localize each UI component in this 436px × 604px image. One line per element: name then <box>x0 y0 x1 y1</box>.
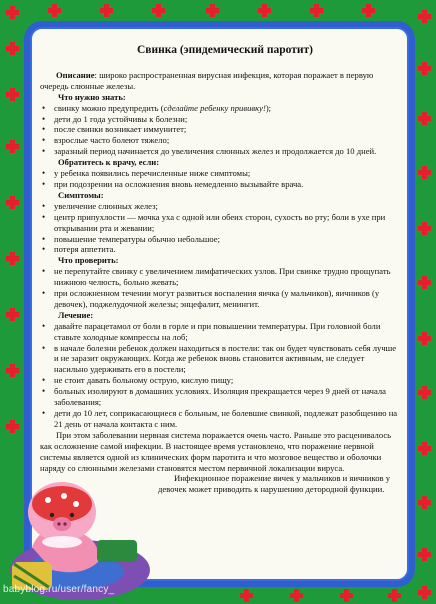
red-cross-icon <box>206 4 219 17</box>
treatment-list <box>40 321 400 430</box>
list-item: • при осложненном течении могут развиться воспаления яичка (у мальчиков), яичников (у девочек), поджелудочной железы; энцефалит, менингит. <box>40 288 400 310</box>
red-cross-icon <box>388 589 401 602</box>
red-cross-icon <box>418 62 431 75</box>
red-cross-icon <box>418 222 431 235</box>
red-cross-icon <box>6 88 19 101</box>
list-item: • взрослые часто болеют тяжело; <box>40 135 400 146</box>
red-cross-icon <box>6 364 19 377</box>
red-cross-icon <box>6 42 19 55</box>
list-item: • дети до 10 лет, соприкасающиеся с больным, не болевшие свинкой, подлежат разобщению на 21 день от начала контакта с ним. <box>40 408 400 430</box>
red-cross-icon <box>418 10 431 23</box>
list-item: • не перепутайте свинку с увеличением лимфатических узлов. При свинке трудно прощупать нижнюю челюсть, больно жевать; <box>40 266 400 288</box>
section-heading: Симптомы: <box>58 189 104 200</box>
red-cross-icon <box>418 166 431 179</box>
red-cross-icon <box>152 4 165 17</box>
red-cross-icon <box>258 4 271 17</box>
red-cross-icon <box>418 496 431 509</box>
section-heading: Что проверить: <box>58 255 119 266</box>
closing-paragraph: При этом заболевании нервная система поражается очень часто. Раньше это расценивалось как осложнение самой инфекции. В настоящее время установлено, что поражение нервной системы является одной из клинических форм паротита и что мозговое вещество и оболочки наряду со слюнными железами становятся местом первичной локализации вируса. <box>40 429 392 473</box>
list-item: • в начале болезни ребенок должен находиться в постели: так он будет чувствовать себя лучше и не заразит окружающих. Когда же ребенок вновь становится активным, не следует насильно удерживать его в постели; <box>40 343 400 376</box>
red-cross-icon <box>6 420 19 433</box>
description-text: : широко распространенная вирусная инфекция, которая поражает в первую очередь слюнные железы. <box>40 69 374 91</box>
list-item: • у ребенка появились перечисленные ниже симптомы; <box>40 168 400 179</box>
red-cross-icon <box>418 548 431 561</box>
red-cross-icon <box>418 386 431 399</box>
doctor-list <box>40 168 400 190</box>
red-cross-icon <box>418 332 431 345</box>
red-cross-icon <box>418 586 431 599</box>
list-item: • повышение температуры обычно небольшое; <box>40 234 400 245</box>
list-item: • не стоит давать больному острую, кислую пищу; <box>40 375 400 386</box>
description-paragraph <box>40 70 400 92</box>
list-item: • заразный период начинается до увеличения слюнных желез и продолжается до 10 дней. <box>40 146 400 157</box>
red-cross-icon <box>48 4 61 17</box>
list-item: • дети до 1 года устойчивы к болезни; <box>40 114 400 125</box>
list-item: • при подозрении на осложнения вновь немедленно вызывайте врача. <box>40 179 400 190</box>
red-cross-icon <box>362 4 375 17</box>
list-item: • увеличение слюнных желез; <box>40 201 400 212</box>
red-cross-icon <box>418 112 431 125</box>
red-cross-icon <box>418 276 431 289</box>
section-heading: Лечение: <box>58 309 94 320</box>
red-cross-icon <box>340 589 353 602</box>
watermark: babyblog.ru/user/fancy_ <box>3 584 115 595</box>
list-item: • потеря аппетита. <box>40 244 400 255</box>
red-cross-icon <box>6 140 19 153</box>
red-cross-icon <box>6 252 19 265</box>
page-title: Свинка (эпидемический паротит) <box>137 44 313 56</box>
red-cross-icon <box>418 442 431 455</box>
section-heading: Что нужно знать: <box>58 91 126 102</box>
list-item: • центр припухлости — мочка уха с одной или обеих сторон, сухость во рту; боли в ухе при открывании рта и жевании; <box>40 212 400 234</box>
red-cross-icon <box>6 308 19 321</box>
list-item: • после свинки возникает иммунитет; <box>40 124 400 135</box>
pig-character-in-bed-icon <box>2 452 152 602</box>
red-cross-icon <box>6 196 19 209</box>
list-item: • давайте парацетамол от боли в горле и при повышении температуры. При головной боли ставьте холодные компрессы на лоб; <box>40 321 400 343</box>
red-cross-icon <box>290 589 303 602</box>
closing-paragraph: Инфекционное поражение яичек у мальчиков и яичников у девочек может приводить к нарушению детородной функции. <box>158 473 391 495</box>
check-list <box>40 266 400 310</box>
red-cross-icon <box>100 4 113 17</box>
red-cross-icon <box>310 4 323 17</box>
list-item: • больных изолируют в домашних условиях. Изоляция прекращается через 9 дней от начала заболевания; <box>40 386 400 408</box>
red-cross-icon <box>240 589 253 602</box>
list-item: • свинку можно предупредить (сделайте ребенку прививку!); <box>40 103 400 114</box>
symptoms-list <box>40 201 400 256</box>
article <box>40 45 400 495</box>
section-heading: Обратитесь к врачу, если: <box>58 157 160 168</box>
description-label: Описание <box>56 69 95 80</box>
what-to-know-list <box>40 103 400 158</box>
red-cross-icon <box>6 6 19 19</box>
